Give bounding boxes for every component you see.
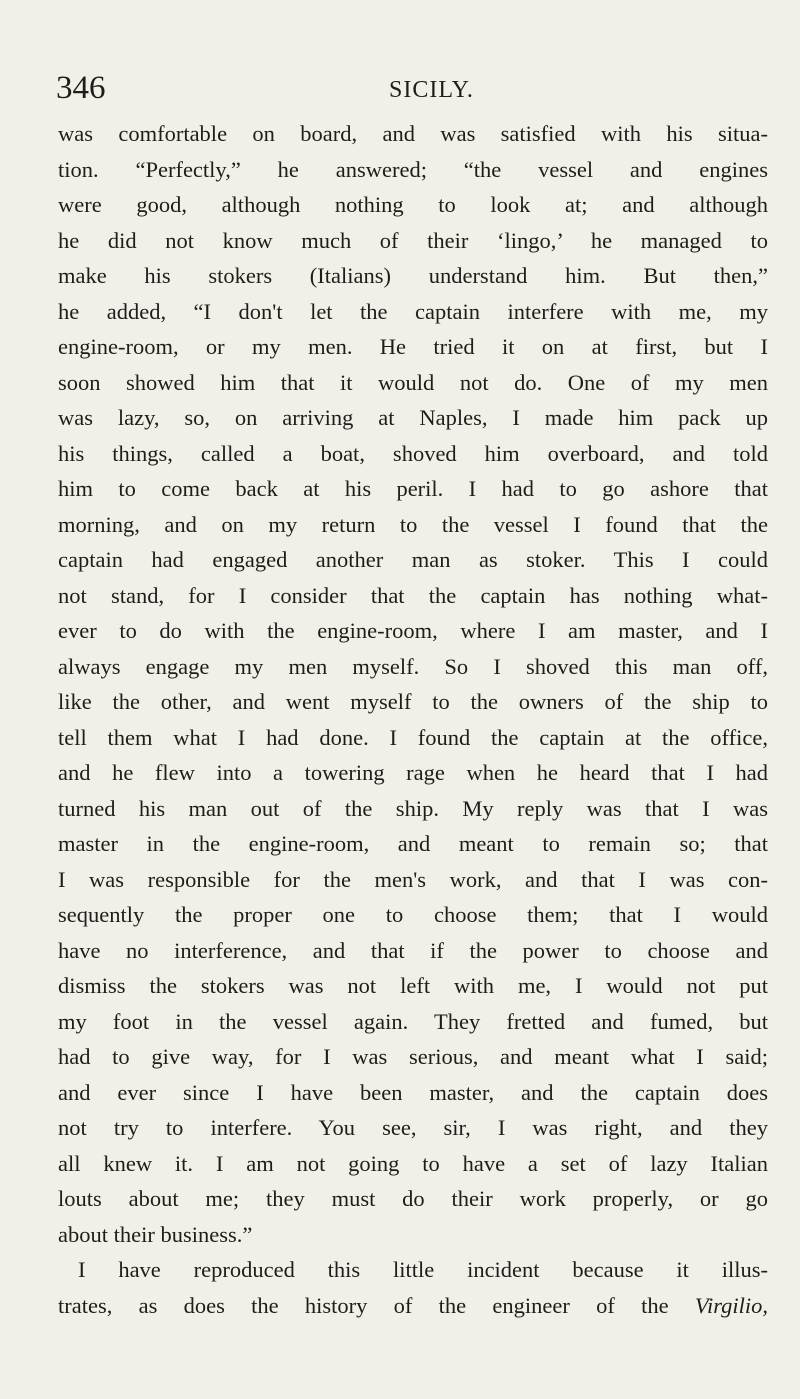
text-line: soon showed him that it would not do. One of my men: [58, 369, 768, 395]
text-line: he added, “I don't let the captain interfere with me, my: [58, 298, 768, 324]
text-line: not stand, for I consider that the captain has nothing what-: [58, 582, 768, 608]
text-line: captain had engaged another man as stoker. This I could: [58, 547, 768, 572]
text-line: was comfortable on board, and was satisfied with his situa-: [58, 121, 768, 146]
text-line: sequently the proper one to choose them; that I would: [58, 902, 768, 927]
text-line: and ever since I have been master, and the captain does: [58, 1079, 768, 1105]
text-line: tion. “Perfectly,” he answered; “the vessel and engines: [58, 156, 768, 182]
text-line: and he flew into a towering rage when he heard that I had: [58, 760, 768, 785]
text-line: tell them what I had done. I found the captain at the office,: [58, 724, 768, 750]
text-line: was lazy, so, on arriving at Naples, I made him pack up: [58, 405, 768, 430]
text-line: him to come back at his peril. I had to go ashore that: [58, 476, 768, 501]
text-line: make his stokers (Italians) understand him. But then,”: [58, 263, 768, 288]
text-line: master in the engine-room, and meant to remain so; that: [58, 831, 768, 856]
text-line: turned his man out of the ship. My reply was that I was: [58, 795, 768, 821]
text-line: my foot in the vessel again. They fretted and fumed, but: [58, 1008, 768, 1034]
paragraph-start-line: I have reproduced this little incident because it illus-: [78, 1257, 768, 1282]
text-line: were good, although nothing to look at; and although: [58, 192, 768, 217]
text-line: ever to do with the engine-room, where I am master, and I: [58, 618, 768, 643]
page-number: 346: [56, 70, 106, 106]
text-line: dismiss the stokers was not left with me, I would not put: [58, 973, 768, 998]
text-line: like the other, and went myself to the owners of the ship to: [58, 689, 768, 714]
text-line: had to give way, for I was serious, and meant what I said;: [58, 1044, 768, 1069]
text-line: all knew it. I am not going to have a set of lazy Italian: [58, 1150, 768, 1176]
text-line-with-italic: [58, 1288, 768, 1324]
text-line: engine-room, or my men. He tried it on at first, but I: [58, 334, 768, 359]
paragraph-end-line: about their business.”: [58, 1221, 253, 1247]
text-line: louts about me; they must do their work properly, or go: [58, 1186, 768, 1211]
running-title: SICILY.: [389, 77, 474, 103]
text-segment: trates, as does the history of the engineer of the: [58, 1292, 669, 1318]
text-line: have no interference, and that if the power to choose and: [58, 937, 768, 963]
text-line: always engage my men myself. So I shoved this man off,: [58, 653, 768, 679]
text-line: his things, called a boat, shoved him overboard, and told: [58, 440, 768, 466]
body-text: [58, 116, 768, 1323]
page-header: [56, 68, 760, 108]
italic-ship-name: Virgilio,: [694, 1292, 768, 1318]
text-line: he did not know much of their ‘lingo,’ he managed to: [58, 227, 768, 253]
text-line: I was responsible for the men's work, and that I was con-: [58, 866, 768, 892]
text-line: morning, and on my return to the vessel I found that the: [58, 511, 768, 537]
text-line: not try to interfere. You see, sir, I was right, and they: [58, 1115, 768, 1140]
